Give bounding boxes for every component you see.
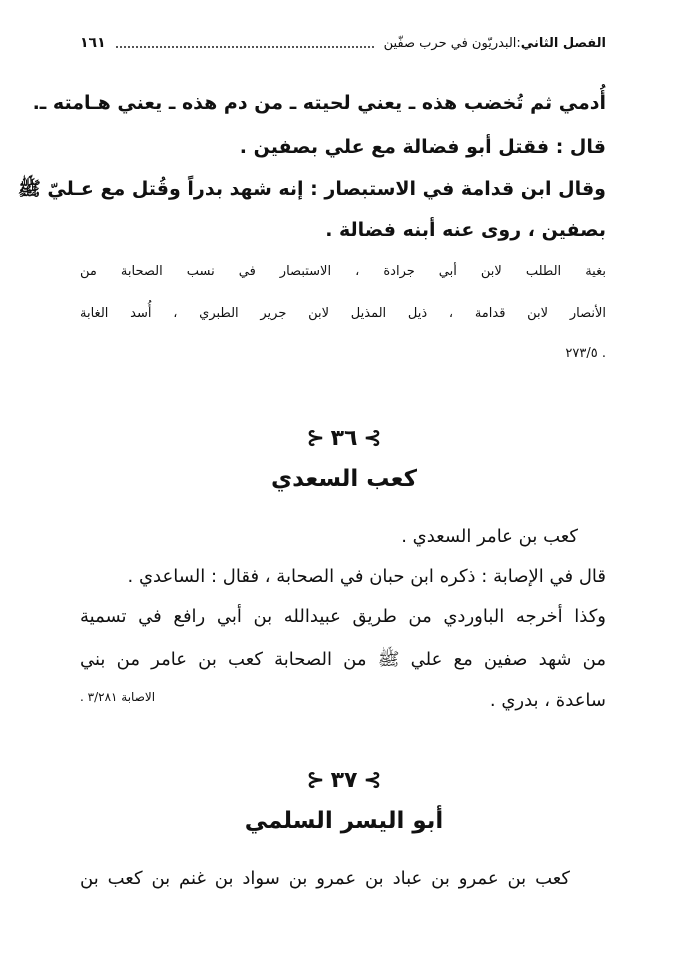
entry-title: كعب السعدي [271, 466, 417, 492]
entry-number-heading [0, 426, 688, 451]
body-line: كعب بن عمرو بن عباد بن عمرو بن سواد بن غنم بن كعب بن [80, 868, 570, 889]
footnote-line: الأنصار لابن قدامة ، ذيل المذيل لابن جرير الطبري ، أُسد الغابة [80, 306, 606, 321]
body-line: من شهد صفين مع علي ﷺ من الصحابة كعب بن عامر من بني [80, 649, 606, 670]
ornament-left-icon: ⊰ [306, 426, 325, 451]
ornament-right-icon: ⊱ [363, 768, 382, 793]
entry-title: أبو اليسر السلمي [244, 808, 444, 834]
footnote-line: . ٢٧٣/٥ [565, 346, 606, 361]
source-reference: الاصابة ٣/٢٨١ . [80, 690, 156, 704]
body-line: ساعدة ، بدري . [489, 690, 606, 711]
entry-number-heading [0, 768, 688, 793]
body-line: قال : فقتل أبو فضالة مع علي بصفين . [239, 136, 606, 158]
chapter-heading [384, 36, 606, 51]
footnote-line: بغية الطلب لابن أبي جرادة ، الاستبصار في نسب الصحابة من [80, 264, 606, 279]
body-line: وكذا أخرجه الباوردي من طريق عبيدالله بن أبي رافع في تسمية [80, 606, 606, 627]
chapter-title: :البدريّون في حرب صفّين [383, 35, 521, 51]
page-number: ١٦١ [80, 35, 106, 51]
ornament-right-icon: ⊱ [363, 426, 382, 451]
body-line: بصفين ، روى عنه أبنه فضالة . [325, 219, 606, 241]
body-line: وقال ابن قدامة في الاستبصار : إنه شهد بدراً وقُتل مع عـليّ ﷺ [17, 178, 606, 200]
body-line: كعب بن عامر السعدي . [401, 526, 578, 547]
header-dot-leader [116, 38, 374, 48]
body-line: أُدمي ثم تُخضب هذه ـ يعني لحيته ـ من دم هذه ـ يعني هـامته ـ. [32, 92, 606, 114]
ornament-left-icon: ⊰ [306, 768, 325, 793]
body-line: قال في الإصابة : ذكره ابن حبان في الصحابة ، فقال : الساعدي . [127, 566, 606, 587]
entry-number: ٣٦ [330, 426, 358, 451]
entry-number: ٣٧ [330, 768, 358, 793]
body-line-with-reference [80, 690, 606, 711]
running-header [80, 32, 606, 54]
chapter-label: الفصل الثاني [520, 35, 606, 51]
